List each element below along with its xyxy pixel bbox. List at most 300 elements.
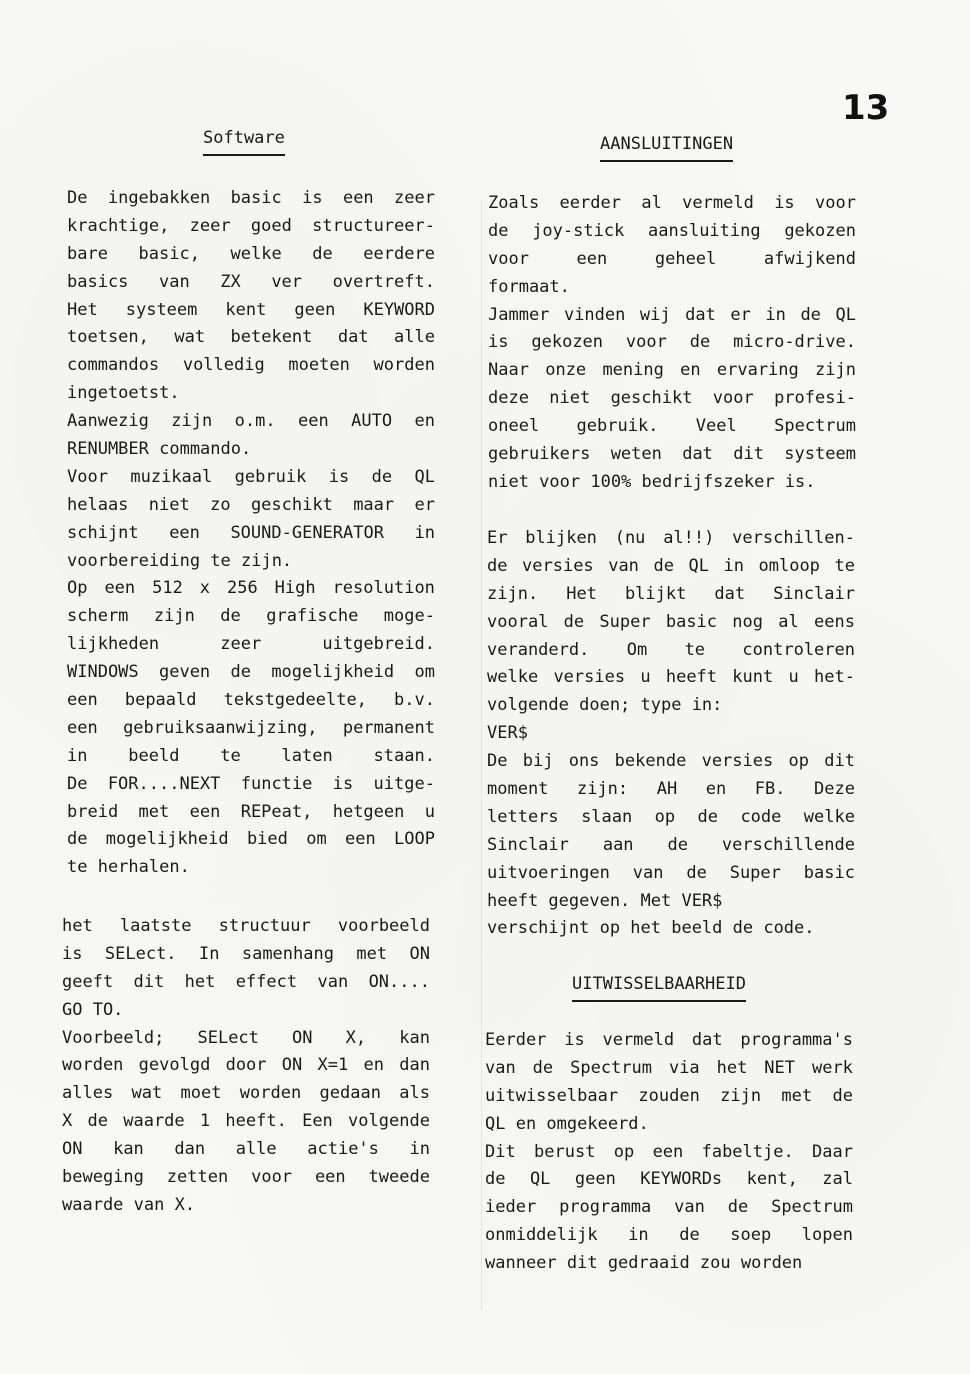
text-line: [487, 888, 855, 916]
word: voor: [625, 332, 667, 353]
word: QL: [688, 555, 709, 576]
word: uitge-: [373, 773, 435, 794]
word: moge-: [383, 606, 435, 627]
page-number: 13: [842, 88, 890, 128]
word: een: [576, 248, 608, 269]
text-line: [62, 1108, 430, 1136]
word: berust: [534, 1141, 596, 1162]
word: heeft.: [225, 1111, 287, 1132]
word: geheel: [654, 248, 717, 269]
text-line: [67, 631, 435, 659]
word: 1: [199, 1111, 211, 1132]
text-line: [67, 492, 435, 520]
word: micro-drive.: [733, 332, 856, 353]
word: Voorbeeld;: [62, 1027, 165, 1048]
word: eerder: [559, 193, 621, 213]
word: basic: [803, 862, 855, 883]
word: zeer: [220, 634, 262, 655]
word: wat: [131, 1083, 163, 1104]
word: Om: [626, 639, 648, 660]
word: een: [189, 801, 221, 822]
text-line-content: niet voor 100% bedrijfszeker is.: [488, 471, 816, 492]
word: bepaald: [124, 690, 197, 711]
word: mening: [602, 360, 664, 381]
text-line: [67, 380, 435, 408]
word: op: [788, 751, 809, 772]
word: structureer-: [312, 215, 435, 236]
word: Sinclair: [487, 834, 569, 855]
text-line: [67, 269, 435, 297]
word: om: [414, 662, 435, 683]
word: bij: [522, 751, 554, 772]
word: ON: [292, 1027, 313, 1048]
word: moet: [180, 1083, 222, 1104]
word: geeft: [62, 971, 114, 992]
word: grafische: [266, 606, 359, 627]
word: veranderd.: [487, 639, 590, 660]
word: joy-stick: [532, 220, 625, 241]
word: blijken: [525, 528, 597, 548]
word: volledig: [182, 355, 265, 376]
word: het: [716, 1057, 748, 1078]
word: NET: [764, 1057, 796, 1078]
text-line-content: voorbereiding te zijn.: [67, 550, 293, 571]
text-line: [485, 1027, 853, 1055]
word: deze: [488, 388, 529, 409]
word: alles: [62, 1083, 114, 1104]
text-line: [67, 659, 435, 687]
text-line-content: verschijnt op het beeld de code.: [487, 918, 815, 939]
word: aansluiting: [648, 220, 761, 241]
word: is: [328, 466, 350, 487]
word: profesi-: [774, 388, 856, 409]
word: alle: [394, 327, 435, 348]
word: slaan: [581, 806, 633, 827]
word: fabeltje.: [701, 1141, 794, 1162]
text-line: [67, 548, 435, 576]
text-line: [488, 274, 856, 302]
word: zijn: [153, 606, 195, 627]
word: Een: [302, 1111, 333, 1132]
word: SELect.: [104, 943, 177, 964]
word: uitvoeringen: [487, 862, 610, 883]
word: en: [414, 411, 435, 432]
word: 512: [152, 578, 183, 599]
text-line: [67, 743, 435, 771]
word: zeer: [394, 188, 435, 208]
text-line: [487, 832, 855, 860]
text-line: [488, 357, 856, 385]
word: aan: [602, 834, 634, 855]
word: 256: [226, 578, 258, 599]
word: eerdere: [363, 243, 435, 264]
word: van: [485, 1057, 516, 1078]
text-line: [62, 997, 430, 1025]
word: is: [62, 943, 83, 964]
word: goed: [250, 215, 292, 236]
word: x: [199, 578, 211, 599]
word: schijnt: [67, 522, 139, 543]
word: van: [674, 1197, 705, 1218]
text-line: [67, 575, 435, 603]
word: wat: [174, 327, 206, 348]
word: te: [834, 555, 855, 576]
word: gebruiksaanwijzing,: [123, 717, 318, 738]
word: vermeld: [682, 193, 754, 213]
word: een: [67, 690, 98, 711]
text-line: [67, 297, 435, 325]
word: de: [689, 332, 711, 353]
text-line-content: GO TO.: [62, 999, 124, 1020]
word: te: [684, 639, 706, 660]
word: ver: [271, 271, 303, 292]
word: Veel: [695, 416, 737, 437]
word: staan.: [373, 745, 435, 766]
word: dat: [691, 1030, 723, 1050]
word: eens: [813, 611, 855, 632]
word: Spectrum: [771, 1197, 853, 1218]
text-line-content: formaat.: [488, 276, 570, 297]
word: Sinclair: [773, 583, 855, 604]
text-line: [488, 246, 856, 274]
word: de: [488, 220, 509, 241]
word: X=1: [317, 1055, 349, 1076]
word: uitgebreid.: [322, 634, 435, 655]
text-line: [62, 1025, 430, 1053]
text-line: [67, 603, 435, 631]
word: de: [230, 662, 251, 683]
text-line-content: heeft gegeven. Met VER$: [487, 890, 723, 911]
word: Dit: [485, 1141, 516, 1162]
text-line: [67, 213, 435, 241]
word: is: [774, 193, 795, 213]
word: is: [332, 773, 354, 794]
word: De: [487, 751, 508, 772]
word: Super: [729, 862, 781, 883]
word: gebruikers: [488, 444, 591, 465]
word: beweging: [62, 1167, 144, 1188]
word: te: [220, 745, 241, 766]
word: betekent: [230, 327, 313, 348]
word: Daar: [812, 1141, 853, 1162]
word: b.v.: [394, 690, 435, 711]
word: systeem: [125, 299, 198, 320]
word: geen: [294, 299, 336, 320]
software-paragraph-1: [67, 185, 435, 882]
word: KEYWORDs: [640, 1169, 723, 1190]
word: X: [62, 1111, 73, 1132]
software-paragraph-2: [62, 913, 430, 1220]
text-line: [67, 436, 435, 464]
text-line: [67, 408, 435, 436]
word: overtreft.: [332, 271, 435, 292]
text-line: [62, 1136, 430, 1164]
word: om: [306, 829, 327, 850]
word: mogelijkheid: [105, 829, 229, 850]
word: zijn: [720, 1085, 762, 1106]
word: gekozen: [531, 332, 604, 353]
word: een: [342, 188, 374, 208]
text-line: [67, 826, 435, 854]
word: welke: [487, 667, 539, 688]
word: in: [414, 522, 435, 543]
text-line: [487, 915, 855, 943]
text-line-content: RENUMBER commando.: [67, 439, 252, 460]
text-line: [487, 692, 855, 720]
word: de: [563, 611, 585, 632]
word: voor: [815, 193, 856, 213]
word: functie: [240, 773, 313, 794]
text-line: [67, 185, 435, 213]
word: al: [778, 611, 799, 632]
word: gebruik: [234, 466, 307, 487]
text-line-content: waarde van X.: [62, 1194, 196, 1215]
aansluitingen-paragraph-1: [488, 190, 856, 497]
word: u: [788, 667, 799, 688]
word: dat: [682, 444, 713, 465]
word: gevolgd: [138, 1055, 211, 1076]
word: programma's: [740, 1030, 853, 1050]
word: zal: [822, 1169, 853, 1190]
word: kent,: [746, 1169, 798, 1190]
word: met: [138, 801, 170, 822]
word: worden: [239, 1083, 302, 1104]
text-line: [67, 324, 435, 352]
text-line: [487, 720, 855, 748]
word: effect: [235, 971, 298, 992]
word: is: [488, 332, 509, 353]
text-line: [487, 553, 855, 581]
text-line: [487, 581, 855, 609]
word: Jammer: [488, 304, 550, 325]
text-line: [485, 1083, 853, 1111]
word: de: [697, 806, 719, 827]
word: kan: [399, 1027, 430, 1048]
word: toetsen,: [67, 327, 149, 348]
word: ON: [281, 1055, 303, 1076]
word: het-: [813, 667, 855, 688]
word: permanent: [342, 717, 435, 738]
text-line: [67, 854, 435, 882]
software-heading: Software: [203, 128, 285, 156]
word: gebruik.: [576, 416, 659, 437]
text-line: [487, 609, 855, 637]
word: QL: [529, 1169, 551, 1190]
word: een: [67, 717, 98, 738]
text-line: [62, 1192, 430, 1220]
word: Er: [487, 528, 508, 548]
word: bekende: [614, 751, 687, 772]
word: de: [653, 555, 674, 576]
text-line: [62, 941, 430, 969]
text-line: [488, 413, 856, 441]
word: via: [668, 1057, 700, 1078]
word: voor: [251, 1167, 293, 1188]
word: de: [727, 1197, 749, 1218]
word: de: [87, 1111, 108, 1132]
text-line: [487, 860, 855, 888]
word: zijn.: [487, 583, 539, 604]
word: zijn: [815, 360, 856, 381]
word: dat: [714, 583, 746, 604]
word: is: [564, 1030, 585, 1050]
word: vinden: [563, 304, 626, 325]
word: volgende: [348, 1111, 430, 1132]
word: van: [158, 271, 190, 292]
text-line: [62, 969, 430, 997]
word: Spectrum: [774, 416, 856, 437]
text-line: [485, 1139, 853, 1167]
word: ON....: [368, 971, 430, 992]
text-line: [485, 1166, 853, 1194]
word: SELect: [197, 1027, 259, 1048]
word: moeten: [288, 355, 350, 376]
word: niet: [549, 388, 591, 409]
word: scherm: [67, 606, 129, 627]
word: ervaring: [716, 360, 799, 381]
word: geschikt: [610, 388, 693, 409]
word: geen: [574, 1169, 616, 1190]
word: FOR....NEXT: [107, 773, 221, 794]
word: door: [225, 1055, 267, 1076]
word: is: [302, 188, 323, 208]
word: de: [312, 243, 333, 264]
word: In: [198, 943, 220, 964]
text-line: [485, 1222, 853, 1250]
word: structuur: [218, 916, 311, 936]
word: de: [667, 834, 688, 855]
text-line: [487, 804, 855, 832]
word: Super: [599, 611, 651, 632]
word: de: [686, 862, 707, 883]
word: Zoals: [488, 193, 540, 213]
word: de: [220, 606, 241, 627]
word: u: [640, 667, 651, 688]
word: welke: [803, 806, 855, 827]
word: basic,: [138, 243, 200, 264]
text-line: [62, 1164, 430, 1192]
text-line: [488, 441, 856, 469]
word: Het: [566, 583, 597, 604]
word: ON: [409, 943, 430, 964]
text-line: [487, 776, 855, 804]
word: dit: [824, 751, 855, 772]
word: het: [184, 971, 216, 992]
word: wij: [639, 304, 671, 325]
word: samenhang: [241, 943, 334, 964]
word: de: [800, 304, 821, 325]
text-line: [62, 1080, 430, 1108]
text-line: [67, 799, 435, 827]
text-line: [488, 190, 856, 218]
uitwisselbaarheid-paragraph: [485, 1027, 853, 1278]
word: helaas: [67, 494, 129, 515]
word: KEYWORD: [363, 299, 435, 320]
word: met: [781, 1085, 813, 1106]
word: geschikt: [250, 494, 333, 515]
word: versies: [553, 667, 626, 688]
text-line: [67, 241, 435, 269]
text-line: [488, 302, 856, 330]
text-line-content: te herhalen.: [67, 857, 190, 878]
word: op: [654, 806, 676, 827]
word: in: [67, 745, 88, 766]
word: soep: [730, 1225, 772, 1246]
word: programma: [559, 1197, 652, 1218]
word: verschillende: [721, 834, 855, 855]
word: onze: [545, 360, 587, 381]
word: Het: [67, 299, 98, 320]
word: tekstgedeelte,: [223, 690, 367, 711]
word: de: [487, 555, 508, 576]
text-line-content: ingetoetst.: [67, 383, 180, 404]
word: Op: [67, 578, 88, 599]
word: van: [632, 862, 664, 883]
word: en: [363, 1055, 384, 1076]
word: en: [680, 360, 701, 381]
word: bare: [67, 243, 108, 264]
aansluitingen-paragraph-2: [487, 525, 855, 943]
text-line: [485, 1194, 853, 1222]
word: LOOP: [394, 829, 435, 850]
word: De: [67, 773, 88, 794]
word: lopen: [801, 1225, 853, 1246]
column-divider: [481, 200, 482, 1310]
word: ON: [62, 1139, 83, 1160]
text-line: [487, 748, 855, 776]
word: voor: [488, 248, 529, 269]
word: dat: [685, 304, 716, 325]
word: Eerder: [485, 1030, 547, 1050]
word: dan: [174, 1139, 206, 1160]
word: basic: [230, 188, 282, 208]
word: laten: [281, 745, 333, 766]
word: letters: [487, 806, 559, 827]
word: een: [298, 411, 329, 432]
word: uitwisselbaar: [485, 1085, 619, 1106]
text-line: [67, 715, 435, 743]
word: FB.: [754, 779, 786, 800]
word: met: [356, 943, 388, 964]
text-line: [67, 687, 435, 715]
word: beeld: [128, 745, 180, 766]
word: worden: [62, 1055, 124, 1076]
word: een: [314, 1167, 346, 1188]
word: als: [399, 1083, 430, 1104]
word: blijkt: [624, 583, 687, 604]
word: dit: [133, 971, 165, 992]
word: voor: [712, 388, 754, 409]
text-line: [488, 385, 856, 413]
word: gekozen: [784, 220, 856, 241]
word: vooral: [487, 611, 549, 632]
word: alle: [235, 1139, 277, 1160]
word: in: [723, 555, 744, 576]
word: de: [832, 1085, 853, 1106]
word: waarde: [123, 1111, 185, 1132]
text-line-content: wanneer dit gedraaid zou worden: [485, 1253, 803, 1274]
text-line-content: volgende doen; type in:: [487, 695, 723, 716]
text-line: [485, 1250, 853, 1278]
word: dan: [399, 1055, 430, 1076]
word: Voor: [67, 466, 108, 487]
word: mogelijkheid: [271, 662, 395, 683]
word: muzikaal: [130, 466, 213, 487]
word: X,: [345, 1027, 367, 1048]
word: De: [67, 188, 88, 208]
text-line: [67, 520, 435, 548]
word: van: [608, 555, 639, 576]
